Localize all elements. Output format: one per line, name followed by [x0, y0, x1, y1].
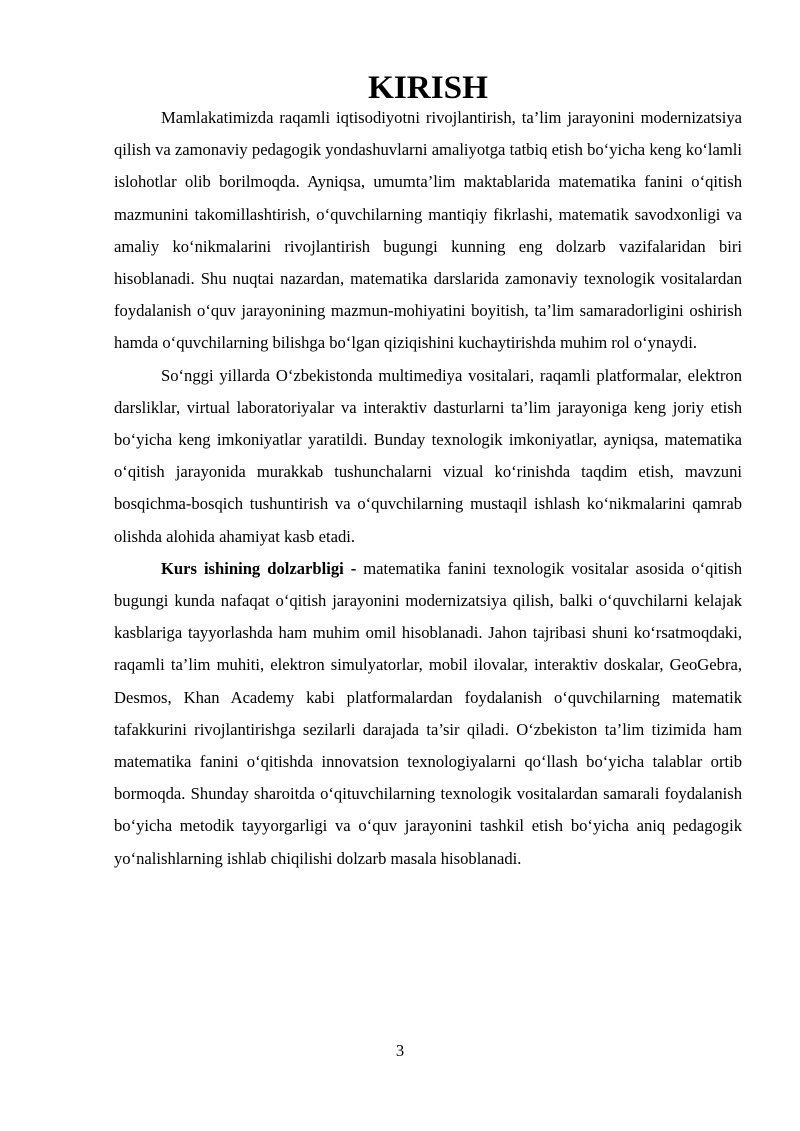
paragraph-intro [114, 102, 742, 360]
section-title: KIRISH [368, 69, 488, 106]
paragraph-recent-years [114, 360, 742, 553]
paragraph-text: So‘nggi yillarda O‘zbekistonda multimediya vositalari, raqamli platformalar, elektron darsliklar, virtual laboratoriyalar va interaktiv dasturlarni ta’lim jarayoniga keng joriy etish bo‘yicha keng imkoniyatlar yaratildi. Bunday texnologik imkoniyatlar, ayniqsa, matematika o‘qitish jarayonida murakkab tushunchalarni vizual ko‘rinishda taqdim etish, mavzuni bosqichma-bosqich tushuntirish va o‘quvchilarning mustaqil ishlash ko‘nikmalarini qamrab olishda alohida ahamiyat kasb etadi. [114, 365, 742, 546]
paragraph-lead: Kurs ishining dolzarbligi - [161, 558, 357, 578]
page-number: 3 [395, 1041, 405, 1060]
paragraph-relevance [114, 553, 742, 875]
document-page [114, 69, 742, 875]
paragraph-text: matematika fanini texnologik vositalar asosida o‘qitish bugungi kunda nafaqat o‘qitish jarayonini modernizatsiya qilish, balki o‘quvchilarni kelajak kasblariga tayyorlashda ham muhim omil hisoblanadi. Jahon tajribasi shuni ko‘rsatmoqdaki, raqamli ta’lim muhiti, elektron simulyatorlar, mobil ilovalar, interaktiv doskalar, GeoGebra, Desmos, Khan Academy kabi platformalardan foydalanish o‘quvchilarning matematik tafakkurini rivojlantirishga sezilarli darajada ta’sir qiladi. O‘zbekiston ta’lim tizimida ham matematika fanini o‘qitishda innovatsion texnologiyalarni qo‘llash bo‘yicha talablar ortib bormoqda. Shunday sharoitda o‘qituvchilarning texnologik vositalardan samarali foydalanish bo‘yicha metodik tayyorgarligi va o‘quv jarayonini tashkil etish bo‘yicha aniq pedagogik yo‘nalishlarning ishlab chiqilishi dolzarb masala hisoblanadi. [114, 558, 742, 868]
paragraph-text: Mamlakatimizda raqamli iqtisodiyotni rivojlantirish, ta’lim jarayonini modernizatsiya qilish va zamonaviy pedagogik yondashuvlarni amaliyotga tatbiq etish bo‘yicha keng ko‘lamli islohotlar olib borilmoqda. Ayniqsa, umumta’lim maktablarida matematika fanini o‘qitish mazmunini takomillashtirish, o‘quvchilarning mantiqiy fikrlashi, matematik savodxonligi va amaliy ko‘nikmalarini rivojlantirish bugungi kunning eng dolzarb vazifalaridan biri hisoblanadi. Shu nuqtai nazardan, matematika darslarida zamonaviy texnologik vositalardan foydalanish o‘quv jarayonining mazmun-mohiyatini boyitish, ta’lim samaradorligini oshirish hamda o‘quvchilarning bilishga bo‘lgan qiziqishini kuchaytirishda muhim rol o‘ynaydi. [114, 108, 742, 353]
